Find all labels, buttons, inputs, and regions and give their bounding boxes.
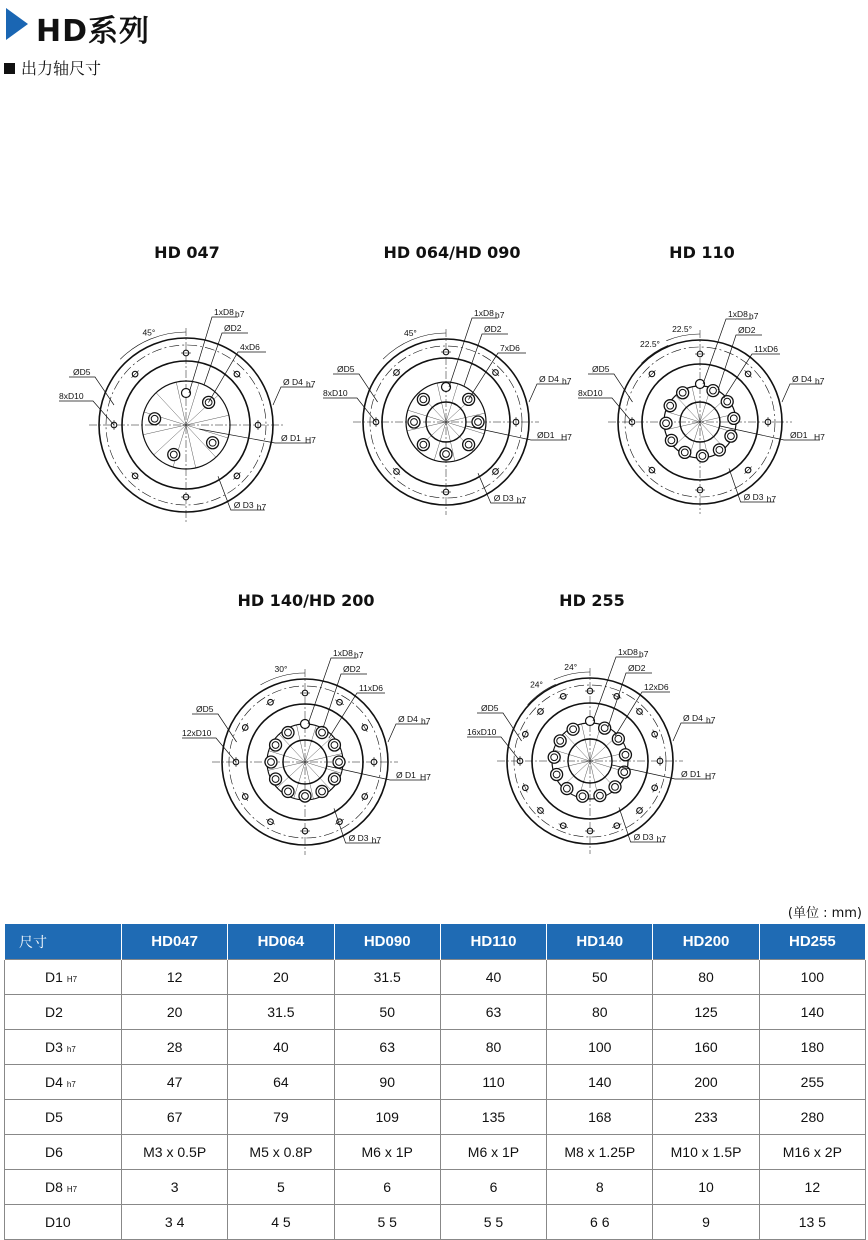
angle-label: 30° <box>274 664 288 675</box>
label-d10: 16xD10 <box>467 727 497 737</box>
drawing-0 <box>59 307 316 522</box>
threaded-hole <box>696 450 708 462</box>
label-d1: Ø D1 <box>681 769 701 779</box>
threaded-hole <box>282 785 294 797</box>
row-label-subscript: h7 <box>66 1045 76 1054</box>
row-label <box>5 1030 122 1065</box>
row-label-text: D2 <box>45 1004 63 1020</box>
construction-line <box>186 425 196 468</box>
column-header: HD140 <box>547 924 653 960</box>
row-label-text: D10 <box>45 1214 71 1230</box>
label-d4: Ø D4 <box>398 714 418 724</box>
column-header: HD255 <box>759 924 865 960</box>
threaded-hole <box>463 439 475 451</box>
table-cell: M3 x 0.5P <box>122 1135 228 1170</box>
row-label-subscript: H7 <box>66 975 78 984</box>
column-header: HD064 <box>228 924 334 960</box>
threaded-hole <box>265 756 277 768</box>
row-label <box>5 1065 122 1100</box>
column-header-size: 尺寸 <box>5 924 122 960</box>
angle-label: 22.5° <box>640 339 660 350</box>
threaded-hole <box>725 430 737 442</box>
table-cell: 79 <box>228 1100 334 1135</box>
table-cell: 255 <box>759 1065 865 1100</box>
table-row <box>5 960 866 995</box>
table-cell: 20 <box>228 960 334 995</box>
label-d1: Ø D1 <box>281 433 301 443</box>
construction-line <box>143 425 186 435</box>
drawing-4 <box>467 647 716 854</box>
table-cell: 47 <box>122 1065 228 1100</box>
label-d2: ØD2 <box>628 663 646 673</box>
label-d4-sub: h7 <box>306 379 316 389</box>
table-cell: 180 <box>759 1030 865 1065</box>
label-d5: ØD5 <box>73 367 91 377</box>
label-d6: 12xD6 <box>644 682 669 692</box>
table-cell: 80 <box>547 995 653 1030</box>
label-d4: Ø D4 <box>792 374 812 384</box>
table-cell: M6 x 1P <box>440 1135 546 1170</box>
row-label <box>5 1205 122 1240</box>
label-d10: 8xD10 <box>59 391 84 401</box>
label-d1: Ø D1 <box>396 770 416 780</box>
threaded-hole <box>554 735 566 747</box>
threaded-hole <box>609 781 621 793</box>
table-row <box>5 1170 866 1205</box>
table-cell: 90 <box>334 1065 440 1100</box>
threaded-hole <box>548 751 560 763</box>
label-d3-sub: h7 <box>656 834 667 844</box>
label-d6: 11xD6 <box>754 344 778 354</box>
threaded-hole <box>721 396 733 408</box>
table-cell: 168 <box>547 1100 653 1135</box>
label-d4-sub: h7 <box>562 376 572 386</box>
threaded-hole <box>679 446 691 458</box>
threaded-hole <box>665 434 677 446</box>
section-title: 出力轴尺寸 <box>21 59 102 78</box>
table-cell: 6 <box>440 1170 546 1205</box>
table-cell: 3 <box>122 1170 228 1205</box>
label-d8-sub: h7 <box>749 311 759 321</box>
row-label-text: D3 <box>45 1039 63 1055</box>
label-d5: ØD5 <box>196 704 214 714</box>
table-cell: 140 <box>547 1065 653 1100</box>
label-d3: Ø D3 <box>493 493 514 503</box>
row-label-text: D4 <box>45 1074 63 1090</box>
table-cell: 9 <box>653 1205 759 1240</box>
table-cell: 109 <box>334 1100 440 1135</box>
table-cell: 28 <box>122 1030 228 1065</box>
table-cell: 5 <box>228 1170 334 1205</box>
label-d2: ØD2 <box>484 324 502 334</box>
label-d4: Ø D4 <box>539 374 559 384</box>
threaded-hole <box>707 385 719 397</box>
column-header: HD090 <box>334 924 440 960</box>
diagram-title-hd255: HD 255 <box>559 591 625 610</box>
label-d8-sub: h7 <box>495 310 505 320</box>
construction-line <box>186 415 229 425</box>
label-d1-sub: H7 <box>814 432 825 442</box>
threaded-hole <box>619 749 631 761</box>
label-d3-sub: h7 <box>766 494 777 504</box>
table-cell: 10 <box>653 1170 759 1205</box>
label-d8: 1xD8 <box>333 648 353 658</box>
row-label <box>5 995 122 1030</box>
table-cell: 6 6 <box>547 1205 653 1240</box>
table-cell: 125 <box>653 995 759 1030</box>
table-cell: M5 x 0.8P <box>228 1135 334 1170</box>
threaded-hole <box>333 756 345 768</box>
threaded-hole <box>316 727 328 739</box>
threaded-hole <box>440 448 452 460</box>
table-cell: 40 <box>440 960 546 995</box>
column-header: HD047 <box>122 924 228 960</box>
threaded-hole <box>408 416 420 428</box>
threaded-hole <box>660 417 672 429</box>
threaded-hole <box>728 412 740 424</box>
diagram-title-hd110: HD 110 <box>669 243 735 262</box>
threaded-hole <box>328 739 340 751</box>
table-row <box>5 1205 866 1240</box>
row-label <box>5 1100 122 1135</box>
label-d3: Ø D3 <box>743 492 764 502</box>
table-cell: 40 <box>228 1030 334 1065</box>
table-cell: M16 x 2P <box>759 1135 865 1170</box>
label-d3-sub: h7 <box>371 835 382 845</box>
diagram-title-hd140-hd200: HD 140/HD 200 <box>237 591 375 610</box>
label-d3-sub: h7 <box>256 502 267 512</box>
table-cell: 20 <box>122 995 228 1030</box>
threaded-hole <box>417 439 429 451</box>
label-d4: Ø D4 <box>683 713 703 723</box>
threaded-hole <box>567 723 579 735</box>
label-d4-sub: h7 <box>421 716 431 726</box>
table-cell: 12 <box>759 1170 865 1205</box>
threaded-hole <box>551 768 563 780</box>
label-d4-sub: h7 <box>815 376 825 386</box>
label-d3: Ø D3 <box>233 500 254 510</box>
label-d8: 1xD8 <box>214 307 234 317</box>
threaded-hole <box>677 387 689 399</box>
table-header-row <box>5 924 866 960</box>
table-cell: 80 <box>440 1030 546 1065</box>
label-d1-sub: H7 <box>705 771 716 781</box>
label-d4-sub: h7 <box>706 715 716 725</box>
threaded-hole <box>282 727 294 739</box>
label-d1: ØD1 <box>790 430 808 440</box>
unit-note: (单位 : mm) <box>787 906 862 921</box>
label-d5: ØD5 <box>592 364 610 374</box>
label-d1-sub: H7 <box>305 435 316 445</box>
angle-label: 24° <box>530 679 543 690</box>
dimension-table <box>4 924 866 1240</box>
threaded-hole <box>270 773 282 785</box>
row-label <box>5 1170 122 1205</box>
angle-label: 45° <box>403 328 417 339</box>
label-d2: ØD2 <box>343 664 361 674</box>
angle-label: 24° <box>564 662 578 673</box>
label-d2: ØD2 <box>738 325 756 335</box>
row-label-subscript: h7 <box>66 1080 76 1089</box>
threaded-hole <box>417 393 429 405</box>
row-label <box>5 1135 122 1170</box>
column-header: HD200 <box>653 924 759 960</box>
row-label-text: D6 <box>45 1144 63 1160</box>
table-cell: 233 <box>653 1100 759 1135</box>
construction-line <box>305 726 316 762</box>
table-cell: 8 <box>547 1170 653 1205</box>
table-cell: 50 <box>547 960 653 995</box>
table-cell: 135 <box>440 1100 546 1135</box>
drawing-3 <box>182 648 431 855</box>
table-cell: 200 <box>653 1065 759 1100</box>
label-d10: 8xD10 <box>578 388 603 398</box>
drawing-2 <box>578 309 825 514</box>
threaded-hole <box>207 437 219 449</box>
table-cell: 5 5 <box>440 1205 546 1240</box>
table-cell: M8 x 1.25P <box>547 1135 653 1170</box>
construction-line <box>582 724 590 761</box>
label-d1: ØD1 <box>537 430 555 440</box>
row-label <box>5 960 122 995</box>
table-row <box>5 1100 866 1135</box>
table-cell: 160 <box>653 1030 759 1065</box>
label-d8: 1xD8 <box>474 308 494 318</box>
label-d5: ØD5 <box>337 364 355 374</box>
page-title: HD系列 <box>36 14 151 49</box>
table-cell: 280 <box>759 1100 865 1135</box>
label-d5: ØD5 <box>481 703 499 713</box>
table-cell: 13 5 <box>759 1205 865 1240</box>
threaded-hole <box>149 413 161 425</box>
threaded-hole <box>270 739 282 751</box>
table-cell: 3 4 <box>122 1205 228 1240</box>
table-cell: 100 <box>759 960 865 995</box>
table-cell: 63 <box>440 995 546 1030</box>
threaded-hole <box>612 733 624 745</box>
row-label-subscript: H7 <box>66 1185 78 1194</box>
label-d10: 8xD10 <box>323 388 348 398</box>
row-label-text: D5 <box>45 1109 63 1125</box>
table-cell: 64 <box>228 1065 334 1100</box>
threaded-hole <box>577 790 589 802</box>
label-d8-sub: h7 <box>354 650 364 660</box>
label-d1-sub: H7 <box>420 772 431 782</box>
construction-line <box>692 387 700 422</box>
threaded-hole <box>472 416 484 428</box>
label-d8: 1xD8 <box>618 647 638 657</box>
label-d8-sub: h7 <box>235 309 245 319</box>
threaded-hole <box>168 449 180 461</box>
threaded-hole <box>316 785 328 797</box>
label-d10: 12xD10 <box>182 728 212 738</box>
threaded-hole <box>299 790 311 802</box>
column-header: HD110 <box>440 924 546 960</box>
table-cell: M10 x 1.5P <box>653 1135 759 1170</box>
table-cell: 67 <box>122 1100 228 1135</box>
label-d6: 11xD6 <box>359 683 383 693</box>
diagram-title-hd064-hd090: HD 064/HD 090 <box>383 243 521 262</box>
threaded-hole <box>713 444 725 456</box>
threaded-hole <box>664 400 676 412</box>
table-cell: 63 <box>334 1030 440 1065</box>
threaded-hole <box>328 773 340 785</box>
label-d8: 1xD8 <box>728 309 748 319</box>
threaded-hole <box>561 783 573 795</box>
row-label-text: D8 <box>45 1179 63 1195</box>
table-cell: 12 <box>122 960 228 995</box>
diagram-title-hd047: HD 047 <box>154 243 220 262</box>
table-cell: 31.5 <box>334 960 440 995</box>
table-cell: 6 <box>334 1170 440 1205</box>
label-d2: ØD2 <box>224 323 242 333</box>
drawing-1 <box>323 308 572 515</box>
table-row <box>5 1030 866 1065</box>
label-d3: Ø D3 <box>633 832 654 842</box>
label-d1-sub: H7 <box>561 432 572 442</box>
label-d6: 4xD6 <box>240 342 260 352</box>
label-d8-sub: h7 <box>639 649 649 659</box>
table-row <box>5 1065 866 1100</box>
table-cell: 140 <box>759 995 865 1030</box>
table-cell: 31.5 <box>228 995 334 1030</box>
threaded-hole <box>594 790 606 802</box>
table-cell: 100 <box>547 1030 653 1065</box>
table-cell: M6 x 1P <box>334 1135 440 1170</box>
table-cell: 110 <box>440 1065 546 1100</box>
table-cell: 4 5 <box>228 1205 334 1240</box>
label-d4: Ø D4 <box>283 377 303 387</box>
row-label-text: D1 <box>45 969 63 985</box>
table-row <box>5 1135 866 1170</box>
construction-line <box>297 725 305 762</box>
angle-label: 45° <box>142 327 156 338</box>
angle-label: 22.5° <box>672 323 693 334</box>
table-cell: 80 <box>653 960 759 995</box>
table-cell: 50 <box>334 995 440 1030</box>
label-d3: Ø D3 <box>348 833 369 843</box>
table-cell: 5 5 <box>334 1205 440 1240</box>
table-row <box>5 995 866 1030</box>
construction-line <box>186 425 228 438</box>
label-d6: 7xD6 <box>500 343 520 353</box>
label-d3-sub: h7 <box>516 495 527 505</box>
